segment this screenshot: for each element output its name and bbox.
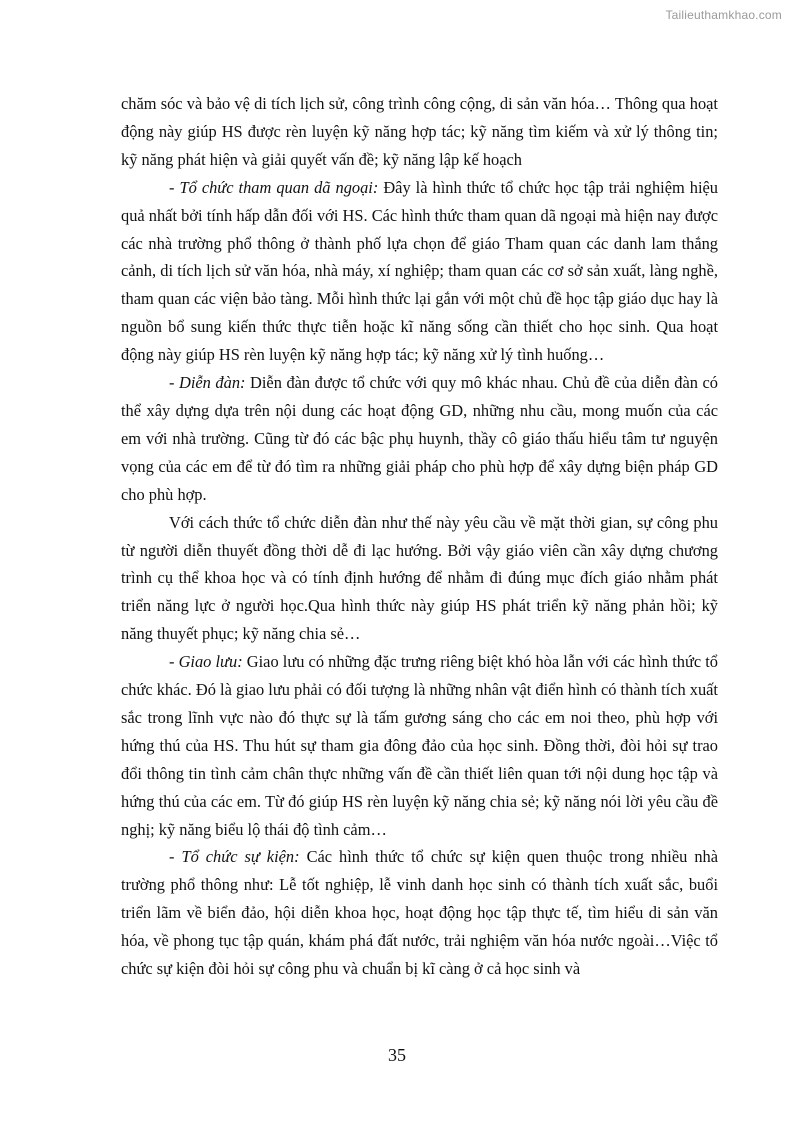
paragraph-text: chăm sóc và bảo vệ di tích lịch sử, công trình công cộng, di sản văn hóa… Thông qua hoạt động này giúp HS được rèn luyện kỹ năng hợp tác; kỹ năng tìm kiếm và xử lý thông tin; kỹ năng phát hiện và giải quyết vấn đề; kỹ năng lập kế hoạch [121,94,718,169]
paragraph-events [121,843,718,983]
document-body [121,90,718,983]
paragraph-exchange [121,648,718,843]
term-events: Tổ chức sự kiện: [181,847,300,867]
paragraph-continuation [121,90,718,174]
bullet-prefix: - [169,373,180,393]
term-field-trip: Tổ chức tham quan dã ngoại: [179,177,379,197]
paragraph-text: Đây là hình thức tổ chức học tập trải nghiệm hiệu quả nhất bởi tính hấp dẫn đối với HS. Các hình thức tham quan dã ngoại mà hiện nay được các nhà trường phổ thông ở thành phố lựa chọn để giáo Tham quan các danh lam thắng cảnh, di tích lịch sử văn hóa, nhà máy, xí nghiệp; tham quan các cơ sở sản xuất, làng nghề, tham quan các viện bảo tàng. Mỗi hình thức lại gắn với một chủ đề học tập giáo dục hay là nguồn bổ sung kiến thức thực tiễn hoặc kĩ năng sống cần thiết cho học sinh. Qua hoạt động này giúp HS rèn luyện kỹ năng hợp tác; kỹ năng xử lý tình huống… [121,177,718,365]
page-number: 35 [388,1045,406,1065]
watermark-text: Tailieuthamkhao.com [665,8,782,22]
paragraph-forum-method [121,509,718,649]
paragraph-text: Diễn đàn được tổ chức với quy mô khác nhau. Chủ đề của diễn đàn có thể xây dựng dựa trên nội dung các hoạt động GD, những nhu cầu, mong muốn của các em với nhà trường. Cũng từ đó các bậc phụ huynh, thầy cô giáo thấu hiểu tâm tư nguyện vọng của các em để từ đó tìm ra những giải pháp cho phù hợp để xây dựng biện pháp GD cho phù hợp. [121,373,718,504]
bullet-prefix: - [169,177,180,197]
paragraph-text: Với cách thức tổ chức diễn đàn như thế này yêu cầu về mặt thời gian, sự công phu từ người diễn thuyết đồng thời dễ đi lạc hướng. Bởi vậy giáo viên cần xây dựng chương trình cụ thể khoa học và có tính định hướng để nhằm đi đúng mục đích giáo nhằm phát triển năng lực ở người học.Qua hình thức này giúp HS phát triển kỹ năng phản hồi; kỹ năng thuyết phục; kỹ năng chia sẻ… [121,512,718,644]
term-forum: Diễn đàn: [179,373,246,393]
bullet-prefix: - [169,652,179,672]
paragraph-text: Các hình thức tổ chức sự kiện quen thuộc trong nhiều nhà trường phổ thông như: Lễ tốt nghiệp, lễ vinh danh học sinh có thành tích xuất sắc, buổi triển lãm về biển đảo, hội diễn khoa học, hoạt động học tập thực tế, tìm hiểu di sản văn hóa, về phong tục tập quán, khám phá đất nước, trải nghiệm văn hóa nước ngoài…Việc tổ chức sự kiện đòi hỏi sự công phu và chuẩn bị kĩ càng ở cả học sinh và [121,847,718,979]
bullet-prefix: - [169,847,182,867]
paragraph-field-trip [121,174,718,369]
paragraph-forum [121,369,718,509]
paragraph-text: Giao lưu có những đặc trưng riêng biệt khó hòa lẫn với các hình thức tổ chức khác. Đó là giao lưu phải có đối tượng là những nhân vật điển hình có thành tích xuất sắc trong lĩnh vực nào đó thực sự là tấm gương sáng cho các em noi theo, phù hợp với hứng thú của HS. Thu hút sự tham gia đông đảo của học sinh. Đồng thời, đòi hỏi sự trao đổi thông tin tình cảm chân thực những vấn đề cần thiết liên quan tới nội dung học tập và hứng thú của các em. Từ đó giúp HS rèn luyện kỹ năng chia sẻ; kỹ năng nói lời yêu cầu đề nghị; kỹ năng biểu lộ thái độ tình cảm… [121,652,718,839]
term-exchange: Giao lưu: [178,652,243,672]
